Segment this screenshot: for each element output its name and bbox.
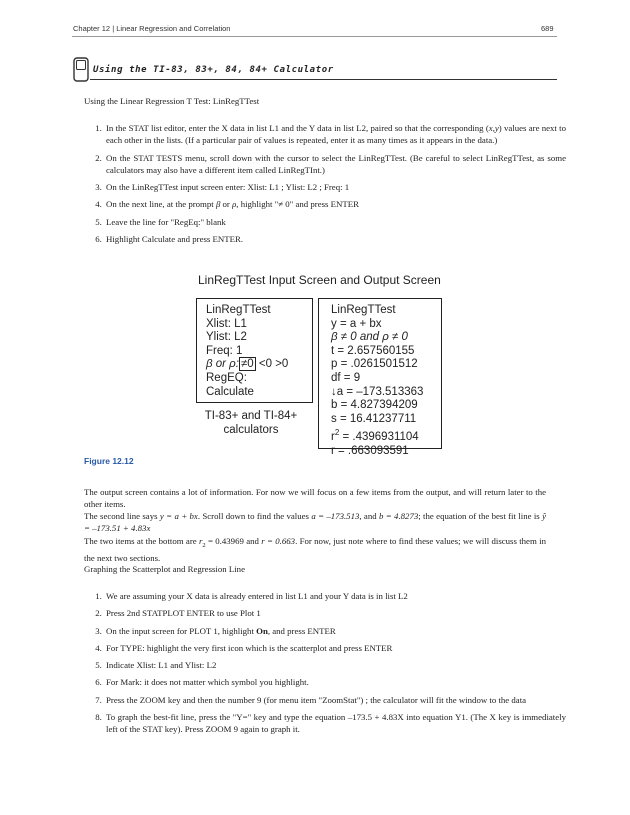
list-item: 7. Press the ZOOM key and then the number 9 (for menu item "ZoomStat") ; the calculator will fit the window to the data (104, 694, 566, 706)
selected-option-not-equal-zero: ≠0 (240, 358, 254, 371)
linregttest-steps (84, 122, 566, 250)
list-item: 6. Highlight Calculate and press ENTER. (104, 233, 566, 245)
r-squared-symbol: r (198, 536, 203, 546)
list-item: 3. On the input screen for PLOT 1, highlight On, and press ENTER (104, 625, 566, 637)
input-screen-line: RegEQ: (206, 371, 247, 384)
list-item: 1. In the STAT list editor, enter the X data in list L1 and the Y data in list L2, paired so that the corresponding (x,y) values are next to each other in the lists. (If a particular pair of values is repeated, enter it as many times as it appears in the data.) (104, 122, 566, 147)
list-item: 4. For TYPE: highlight the very first icon which is the scatterplot and press ENTER (104, 642, 566, 654)
r-value: r = 0.663 (261, 536, 296, 546)
input-screen-beta-line (206, 358, 312, 372)
figure-title: LinRegTTest Input Screen and Output Screen (198, 273, 441, 287)
beta-prompt: β or ρ: (206, 358, 239, 371)
r-squared-exponent: 2 (334, 428, 340, 438)
text: . Scroll down to find the values (197, 511, 312, 521)
output-screen-line: r = .663093591 (331, 444, 409, 457)
a-value: a = –173.513 (311, 511, 360, 521)
figure-caption: Figure 12.12 (84, 456, 134, 466)
header-divider (72, 36, 557, 37)
output-screen-line: s = 16.41237711 (331, 412, 417, 425)
page-number: 689 (541, 24, 554, 33)
section-heading-scatterplot: Graphing the Scatterplot and Regression Line (84, 564, 245, 574)
chapter-header: Chapter 12 | Linear Regression and Correlation (73, 24, 231, 33)
list-item: 3. On the LinRegTTest input screen enter: Xlist: L1 ; Ylist: L2 ; Freq: 1 (104, 181, 566, 193)
output-screen (318, 298, 442, 457)
r-squared-value: = 0.43969 (205, 536, 244, 546)
output-screen-line: ↓a = –173.513363 (331, 385, 424, 398)
subscript: 2 (202, 541, 206, 549)
text: The second line says (84, 511, 160, 521)
list-item: 2. On the STAT TESTS menu, scroll down with the cursor to select the LinRegTTest. (Be careful to select LinRegTTest, as some calculators may also have a different item called LinRegTInt.) (104, 152, 566, 177)
section-heading-linregttest: Using the Linear Regression T Test: LinRegTTest (84, 96, 260, 106)
output-screen-line: t = 2.657560155 (331, 344, 415, 357)
input-screen-line: Calculate (206, 385, 254, 398)
list-item: 8. To graph the best-fit line, press the "Y=" key and type the equation –173.5 + 4.83X into equation Y1. (The X key is immediately left of the STAT key). Press ZOOM 9 again to graph it. (104, 711, 566, 736)
r-squared-value: = .4396931104 (339, 431, 419, 444)
text: and (243, 536, 262, 546)
list-item: 5. Leave the line for "RegEq:" blank (104, 216, 566, 228)
input-screen-line: LinRegTTest (206, 304, 271, 316)
list-item: 5. Indicate Xlist: L1 and Ylist: L2 (104, 659, 566, 671)
input-screen-line: Ylist: L2 (206, 331, 247, 344)
text: , and (359, 511, 379, 521)
input-screen-line: Xlist: L1 (206, 317, 247, 330)
calculator-model-label: TI-83+ and TI-84+ calculators (204, 410, 298, 436)
b-value: b = 4.8273 (379, 511, 419, 521)
text: . For now, just note where to find these values; we will discuss them in the next two sections. (84, 536, 546, 564)
equation: y = a + bx (159, 511, 198, 521)
input-screen (196, 298, 313, 403)
r-squared-symbol: r (331, 431, 335, 444)
correlation-paragraph (84, 535, 546, 564)
scatterplot-steps (84, 590, 566, 741)
text: ; the equation of the best fit line is (418, 511, 543, 521)
text: The two items at the bottom are (84, 536, 199, 546)
output-screen-line: df = 9 (331, 371, 361, 384)
input-screen-line: Freq: 1 (206, 344, 243, 357)
list-item: 1. We are assuming your X data is already entered in list L1 and your Y data is in list L2 (104, 590, 566, 602)
best-fit-equation: ŷ = –173.51 + 4.83x (84, 511, 546, 534)
calculator-icon (73, 57, 89, 82)
list-item: 4. On the next line, at the prompt β or ρ, highlight "≠ 0" and press ENTER (104, 198, 566, 210)
output-screen-line: y = a + bx (331, 317, 382, 330)
output-screen-r-squared-line (331, 426, 441, 444)
other-options: <0 >0 (255, 358, 289, 371)
output-explanation-paragraph: The output screen contains a lot of information. For now we will focus on a few items from the output, and will return later to the other items. (84, 487, 546, 510)
list-item: 6. For Mark: it does not matter which symbol you highlight. (104, 676, 566, 688)
output-screen-line: β ≠ 0 and ρ ≠ 0 (331, 331, 408, 344)
list-item: 2. Press 2nd STATPLOT ENTER to use Plot 1 (104, 607, 566, 619)
output-screen-line: p = .0261501512 (331, 358, 418, 371)
feature-divider (90, 79, 557, 80)
output-screen-line: LinRegTTest (331, 304, 396, 316)
best-fit-paragraph (84, 510, 546, 535)
feature-title: Using the TI-83, 83+, 84, 84+ Calculator (93, 65, 334, 75)
output-screen-line: b = 4.827394209 (331, 399, 418, 412)
